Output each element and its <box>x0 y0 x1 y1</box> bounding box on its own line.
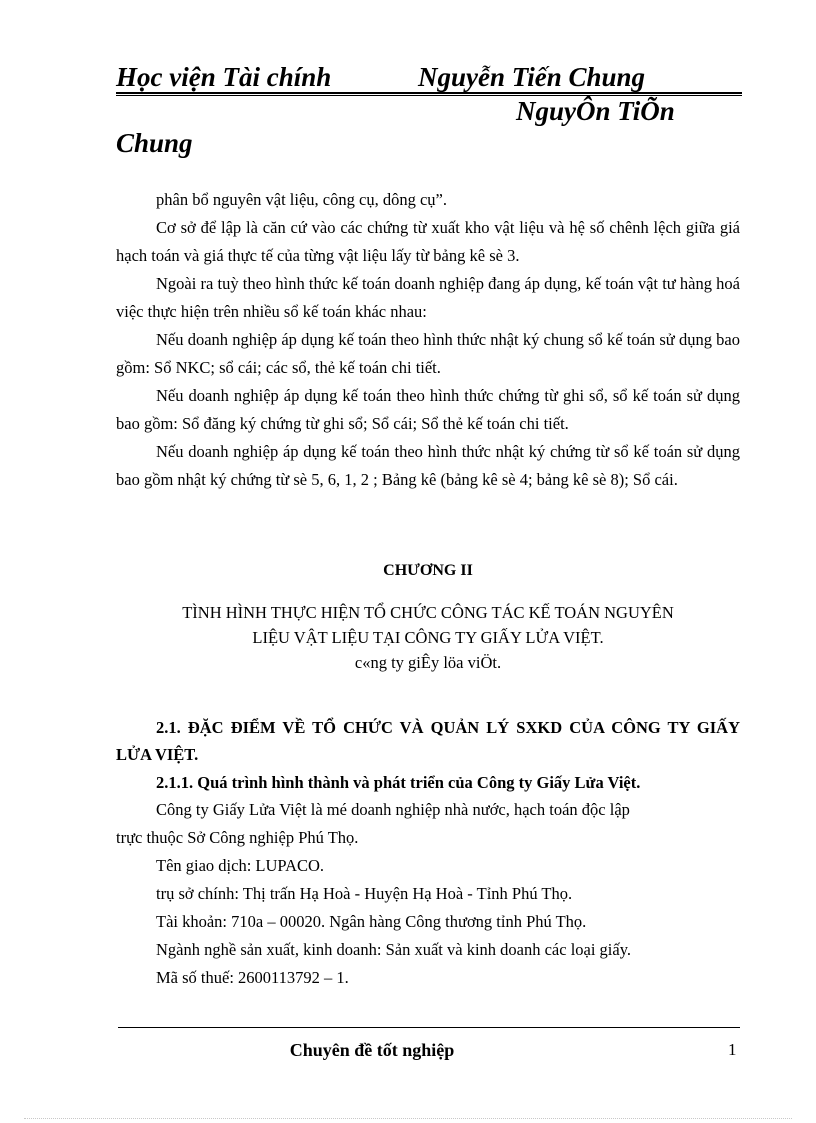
company-business: Ngành nghề sản xuất, kinh doanh: Sản xuất và kinh doanh các loại giấy. <box>156 940 632 959</box>
body-text <box>116 186 740 494</box>
section-heading: 2.1. ĐẶC ĐIỂM VỀ TỔ CHỨC VÀ QUẢN LÝ SXKD CỦA CÔNG TY GIẤY LỬA VIỆT. <box>116 718 740 764</box>
company-info <box>116 796 740 992</box>
paragraph: phân bổ nguyên vật liệu, công cụ, dông cụ”. <box>156 190 447 209</box>
paragraph: Ngoài ra tuỳ theo hình thức kế toán doanh nghiệp đang áp dụng, kế toán vật tư hàng hoá việc thực hiện trên nhiều sổ kế toán khác nhau: <box>116 274 740 321</box>
company-address: trụ sở chính: Thị trấn Hạ Hoà - Huyện Hạ Hoà - Tỉnh Phú Thọ. <box>156 884 573 903</box>
header-author-garbled: NguyÔn TiÕn <box>516 96 675 126</box>
subsection-heading: 2.1.1. Quá trình hình thành và phát triển của Công ty Giấy Lửa Việt. <box>156 773 641 792</box>
header-institution: Học viện Tài chính <box>116 62 332 92</box>
chapter-subtitle-line: TÌNH HÌNH THỰC HIỆN TỔ CHỨC CÔNG TÁC KẾ TOÁN NGUYÊN <box>182 603 674 622</box>
chapter-title: CHƯƠNG II <box>383 562 473 579</box>
paragraph: Cơ sở để lập là căn cứ vào các chứng từ xuất kho vật liệu và hệ số chênh lệch giữa giá hạch toán và giá thực tế của từng vật liệu lấy từ bảng kê sè 3. <box>116 218 740 265</box>
header-line <box>116 62 742 94</box>
paragraph: Nếu doanh nghiệp áp dụng kế toán theo hình thức nhật ký chứng từ sổ kế toán sử dụng bao gồm nhật ký chứng từ sè 5, 6, 1, 2 ; Bảng kê (bảng kê sè 4; bảng kê sè 8); Sổ cái. <box>116 442 740 489</box>
page-number: 1 <box>728 1040 737 1059</box>
paragraph: Nếu doanh nghiệp áp dụng kế toán theo hình thức chứng từ ghi sổ, sổ kế toán sử dụng bao gồm: Sổ đăng ký chứng từ ghi sổ; Sổ cái; Sổ thẻ kế toán chi tiết. <box>116 386 740 433</box>
footer-title: Chuyên đề tốt nghiệp <box>289 1040 455 1060</box>
chapter-subtitle-garbled: c«ng ty giÊy löa viÖt. <box>354 653 502 672</box>
paragraph: Nếu doanh nghiệp áp dụng kế toán theo hình thức nhật ký chung sổ kế toán sử dụng bao gồm: Sổ NKC; sổ cái; các sổ, thẻ kế toán chi tiết. <box>116 330 740 377</box>
company-intro: Công ty Giấy Lửa Việt là mé doanh nghiệp nhà nước, hạch toán độc lập <box>156 800 630 819</box>
footer-rule <box>118 1027 740 1028</box>
header-author: Nguyễn Tiến Chung <box>418 62 646 92</box>
page-edge <box>24 1118 792 1119</box>
company-account: Tài khoản: 710a – 00020. Ngân hàng Công thương tỉnh Phú Thọ. <box>156 912 587 931</box>
company-tax-code: Mã số thuế: 2600113792 – 1. <box>156 968 349 987</box>
company-trade-name: Tên giao dịch: LUPACO. <box>156 856 325 875</box>
chapter-subtitle-line: LIỆU VẬT LIỆU TẠI CÔNG TY GIẤY LỬA VIỆT. <box>252 628 604 647</box>
chapter-subtitle <box>116 600 740 675</box>
company-intro-cont: trực thuộc Sở Công nghiệp Phú Thọ. <box>116 828 359 847</box>
page-header <box>116 62 742 158</box>
header-author-garbled-cont: Chung <box>116 128 193 158</box>
